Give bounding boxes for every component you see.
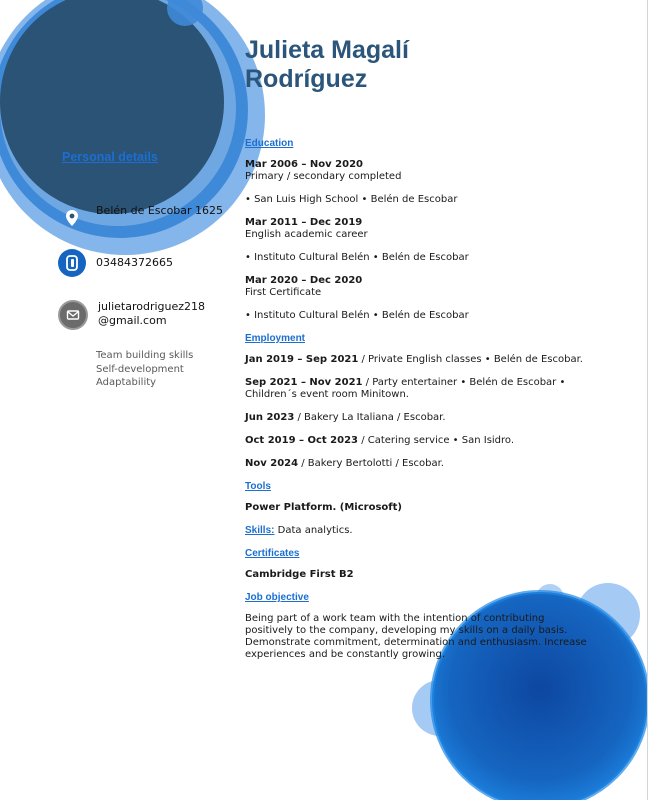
employment-entry bbox=[245, 458, 600, 470]
contact-address bbox=[58, 204, 226, 232]
education-place: • Instituto Cultural Belén • Belén de Escobar bbox=[245, 252, 469, 263]
phone-text[interactable]: 03484372665 bbox=[96, 256, 173, 269]
certificates-value: Cambridge First B2 bbox=[245, 569, 354, 580]
phone-icon bbox=[58, 249, 86, 277]
education-title: Primary / secondary completed bbox=[245, 171, 402, 182]
skills-heading: Skills: bbox=[245, 525, 275, 536]
education-heading: Education bbox=[245, 138, 294, 149]
location-pin-icon bbox=[58, 204, 86, 232]
email-text[interactable]: julietarodriguez218@gmail.com bbox=[98, 300, 206, 327]
employment-dates: Oct 2019 – Oct 2023 bbox=[245, 435, 359, 446]
employment-text: / Private English classes • Belén de Escobar. bbox=[358, 354, 583, 365]
tools-heading: Tools bbox=[245, 481, 271, 492]
employment-dates: Nov 2024 bbox=[245, 458, 299, 469]
address-text: Belén de Escobar 1625 bbox=[96, 204, 224, 217]
name-line-2: Rodríguez bbox=[245, 65, 368, 93]
employment-text: / Bakery Bertolotti / Escobar. bbox=[298, 458, 444, 469]
education-dates: Mar 2011 – Dec 2019 bbox=[245, 217, 363, 228]
email-icon bbox=[58, 300, 88, 330]
contact-email bbox=[58, 300, 214, 330]
certificates-heading: Certificates bbox=[245, 548, 300, 559]
soft-skill-item: Adaptability bbox=[96, 377, 157, 388]
soft-skills-list bbox=[96, 349, 193, 390]
education-entry bbox=[245, 159, 600, 206]
dark-circle-top bbox=[0, 0, 224, 214]
contact-phone bbox=[58, 249, 214, 277]
employment-entry bbox=[245, 354, 600, 366]
main-content bbox=[245, 138, 600, 661]
education-dates: Mar 2020 – Dec 2020 bbox=[245, 275, 363, 286]
skills-line bbox=[245, 525, 600, 537]
personal-details-heading: Personal details bbox=[62, 150, 158, 164]
employment-heading: Employment bbox=[245, 333, 306, 344]
education-entry bbox=[245, 217, 600, 264]
education-place: • Instituto Cultural Belén • Belén de Escobar bbox=[245, 310, 469, 321]
tools-value: Power Platform. (Microsoft) bbox=[245, 502, 402, 513]
employment-entry bbox=[245, 377, 600, 401]
employment-text: / Party entertainer • Belén de Escobar • Children´s event room Minitown. bbox=[245, 377, 566, 400]
job-objective-heading: Job objective bbox=[245, 592, 309, 603]
employment-dates: Sep 2021 – Nov 2021 bbox=[245, 377, 363, 388]
skills-value: Data analytics. bbox=[274, 525, 353, 536]
employment-text: / Catering service • San Isidro. bbox=[358, 435, 515, 446]
employment-dates: Jan 2019 – Sep 2021 bbox=[245, 354, 359, 365]
employment-text: / Bakery La Italiana / Escobar. bbox=[294, 412, 446, 423]
employment-dates: Jun 2023 bbox=[245, 412, 295, 423]
name-line-1: Julieta Magalí bbox=[245, 36, 409, 64]
job-objective-text: Being part of a work team with the intention of contributing positively to the company, developing my skills on a daily basis. Demonstrate commitment, determination and enthusiasm. Increase experiences and be constantly growing. bbox=[245, 613, 587, 660]
candidate-name bbox=[245, 36, 625, 94]
soft-skill-item: Self-development bbox=[96, 363, 184, 375]
education-entry bbox=[245, 275, 600, 322]
soft-skill-item: Team building skills bbox=[96, 350, 194, 361]
education-title: First Certificate bbox=[245, 287, 322, 298]
employment-entry bbox=[245, 435, 600, 447]
education-title: English academic career bbox=[245, 229, 368, 240]
education-dates: Mar 2006 – Nov 2020 bbox=[245, 159, 363, 170]
education-place: • San Luis High School • Belén de Escobar bbox=[245, 194, 458, 205]
employment-entry bbox=[245, 412, 600, 424]
